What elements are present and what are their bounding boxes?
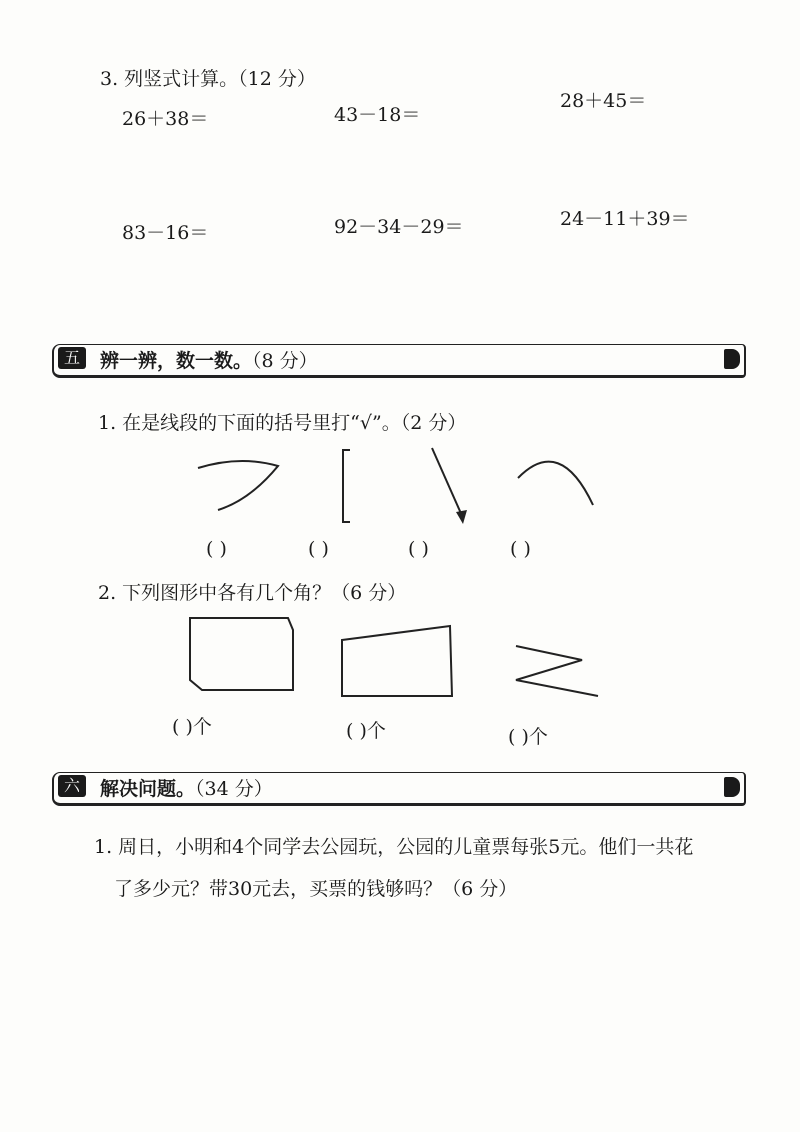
- problem-6-1-line-1: 1. 周日，小明和4个同学去公园玩，公园的儿童票每张5元。他们一共花: [94, 836, 694, 858]
- section-6-badge: 六: [58, 775, 86, 797]
- question-5-2: 2. 下列图形中各有几个角？（6 分）: [98, 582, 407, 604]
- expression-1: 26＋38＝: [122, 108, 209, 130]
- bracket-figure: [343, 450, 350, 522]
- arc-figure: [518, 462, 593, 505]
- curve-figure: [198, 461, 278, 510]
- expression-4: 83－16＝: [122, 222, 209, 244]
- question-3-title: 3. 列竖式计算。（12 分）: [100, 68, 316, 90]
- trapezoid-figure: [342, 626, 452, 696]
- expression-2: 43－18＝: [334, 104, 421, 126]
- banner-tab-icon: [724, 349, 740, 369]
- section-5-badge: 五: [58, 347, 86, 369]
- pentagon-figure: [190, 618, 293, 690]
- angle-count-2[interactable]: ( )个: [346, 720, 386, 742]
- expression-6: 24－11＋39＝: [560, 208, 690, 230]
- section-6-title: [100, 774, 273, 801]
- section-6-title-text: 解决问题。: [100, 778, 196, 800]
- section-6-banner: [52, 772, 746, 806]
- section-6-score: （34 分）: [195, 778, 273, 800]
- answer-paren-1[interactable]: ( ): [206, 538, 227, 560]
- section-5-banner: [52, 344, 746, 378]
- answer-paren-4[interactable]: ( ): [510, 538, 531, 560]
- angle-count-1[interactable]: ( )个: [172, 716, 212, 738]
- angle-count-3[interactable]: ( )个: [508, 726, 548, 748]
- arrow-head-icon: [456, 510, 467, 524]
- problem-6-1-line-2: 了多少元？带30元去，买票的钱够吗？（6 分）: [114, 878, 518, 900]
- expression-5: 92－34－29＝: [334, 216, 464, 238]
- line-figures: [180, 440, 620, 540]
- zigzag-figure: [516, 646, 598, 696]
- angle-figures: [180, 610, 610, 710]
- section-5-title: [100, 346, 318, 373]
- question-5-1: 1. 在是线段的下面的括号里打“√”。（2 分）: [98, 412, 467, 434]
- expression-3: 28＋45＝: [560, 90, 647, 112]
- answer-paren-3[interactable]: ( ): [408, 538, 429, 560]
- answer-paren-2[interactable]: ( ): [308, 538, 329, 560]
- section-5-title-text: 辨一辨，数一数。: [100, 350, 253, 372]
- ray-figure: [432, 448, 463, 518]
- section-5-score: （8 分）: [252, 350, 318, 372]
- banner-tab-icon: [724, 777, 740, 797]
